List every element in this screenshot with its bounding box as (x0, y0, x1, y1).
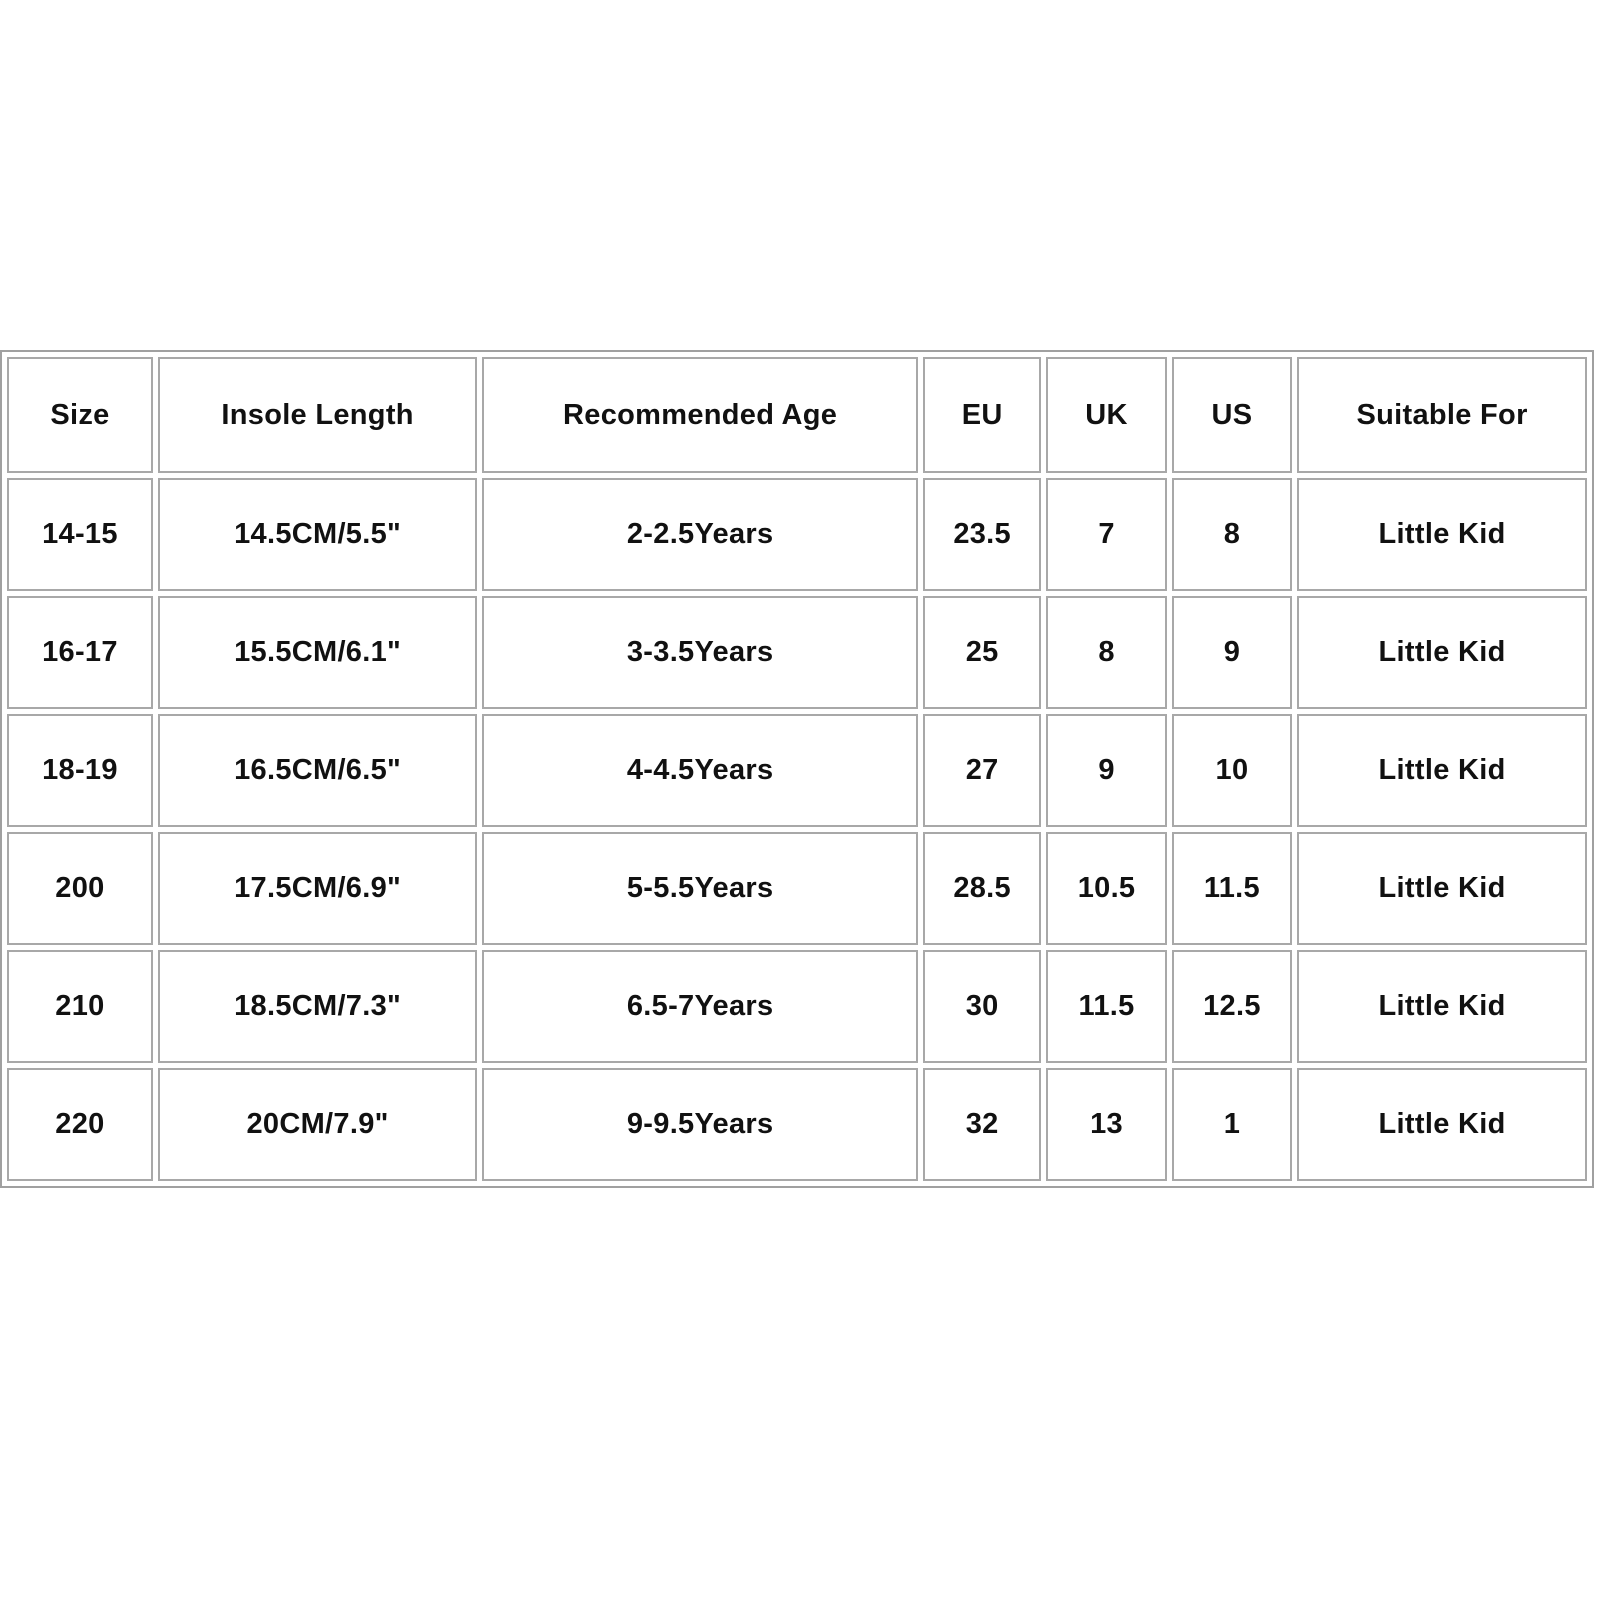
cell-uk: 7 (1046, 478, 1166, 591)
header-eu: EU (923, 357, 1041, 473)
cell-uk: 10.5 (1046, 832, 1166, 945)
cell-insole-length: 15.5CM/6.1" (158, 596, 477, 709)
cell-uk: 13 (1046, 1068, 1166, 1181)
table-row (7, 596, 1587, 709)
cell-eu: 23.5 (923, 478, 1041, 591)
cell-recommended-age: 9-9.5Years (482, 1068, 918, 1181)
cell-eu: 28.5 (923, 832, 1041, 945)
cell-us: 1 (1172, 1068, 1292, 1181)
cell-recommended-age: 6.5-7Years (482, 950, 918, 1063)
cell-eu: 27 (923, 714, 1041, 827)
header-uk: UK (1046, 357, 1166, 473)
cell-recommended-age: 4-4.5Years (482, 714, 918, 827)
cell-recommended-age: 2-2.5Years (482, 478, 918, 591)
cell-suitable-for: Little Kid (1297, 950, 1587, 1063)
cell-us: 12.5 (1172, 950, 1292, 1063)
cell-eu: 30 (923, 950, 1041, 1063)
cell-uk: 9 (1046, 714, 1166, 827)
cell-recommended-age: 5-5.5Years (482, 832, 918, 945)
cell-eu: 25 (923, 596, 1041, 709)
cell-size: 16-17 (7, 596, 153, 709)
cell-uk: 11.5 (1046, 950, 1166, 1063)
cell-insole-length: 17.5CM/6.9" (158, 832, 477, 945)
size-chart-table (0, 350, 1594, 1188)
cell-size: 18-19 (7, 714, 153, 827)
cell-size: 210 (7, 950, 153, 1063)
cell-suitable-for: Little Kid (1297, 1068, 1587, 1181)
header-insole-length: Insole Length (158, 357, 477, 473)
cell-suitable-for: Little Kid (1297, 478, 1587, 591)
cell-suitable-for: Little Kid (1297, 714, 1587, 827)
cell-insole-length: 14.5CM/5.5" (158, 478, 477, 591)
cell-eu: 32 (923, 1068, 1041, 1181)
header-suitable-for: Suitable For (1297, 357, 1587, 473)
cell-insole-length: 18.5CM/7.3" (158, 950, 477, 1063)
table-row (7, 478, 1587, 591)
table-row (7, 1068, 1587, 1181)
cell-us: 9 (1172, 596, 1292, 709)
cell-suitable-for: Little Kid (1297, 832, 1587, 945)
cell-suitable-for: Little Kid (1297, 596, 1587, 709)
cell-insole-length: 20CM/7.9" (158, 1068, 477, 1181)
cell-us: 10 (1172, 714, 1292, 827)
cell-recommended-age: 3-3.5Years (482, 596, 918, 709)
cell-size: 14-15 (7, 478, 153, 591)
cell-us: 8 (1172, 478, 1292, 591)
table-row (7, 714, 1587, 827)
cell-us: 11.5 (1172, 832, 1292, 945)
header-us: US (1172, 357, 1292, 473)
cell-uk: 8 (1046, 596, 1166, 709)
table-row (7, 832, 1587, 945)
cell-insole-length: 16.5CM/6.5" (158, 714, 477, 827)
table-header-row (7, 357, 1587, 473)
header-recommended-age: Recommended Age (482, 357, 918, 473)
cell-size: 220 (7, 1068, 153, 1181)
header-size: Size (7, 357, 153, 473)
cell-size: 200 (7, 832, 153, 945)
table-row (7, 950, 1587, 1063)
